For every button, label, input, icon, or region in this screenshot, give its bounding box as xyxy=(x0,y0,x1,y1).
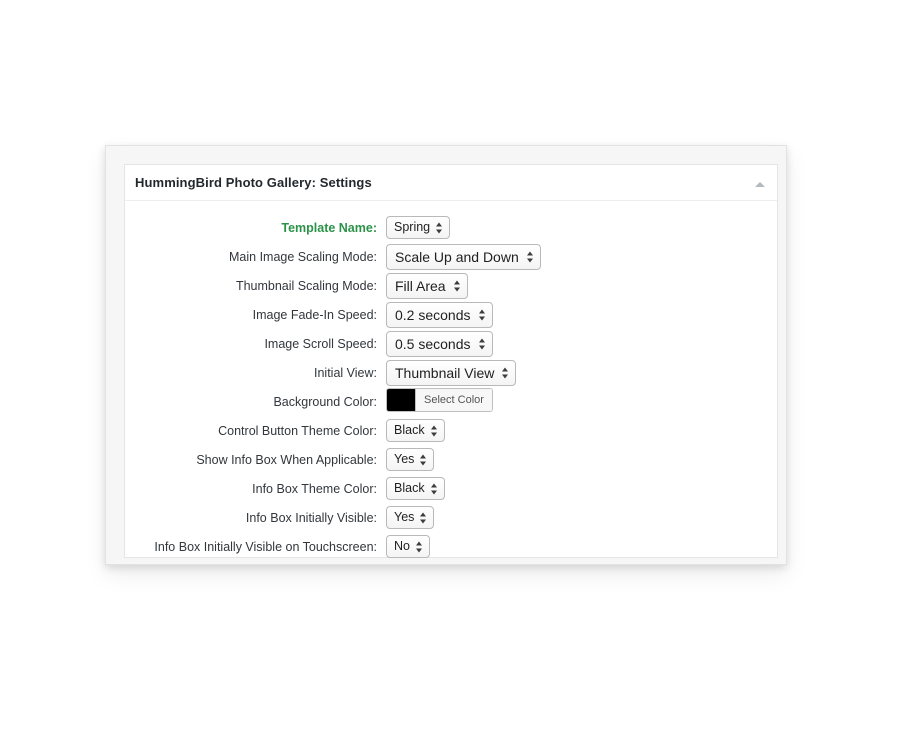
select-stepper-arrows-icon xyxy=(431,482,438,495)
setting-select[interactable] xyxy=(386,331,493,357)
setting-select-value: Yes xyxy=(394,452,415,466)
setting-field xyxy=(386,271,777,300)
setting-select-value: Spring xyxy=(394,220,431,234)
setting-field xyxy=(386,387,777,416)
chevron-up-icon[interactable] xyxy=(753,177,767,191)
select-stepper-arrows-icon xyxy=(416,540,423,553)
setting-field xyxy=(386,213,777,242)
setting-label: Initial View: xyxy=(314,365,377,380)
settings-row xyxy=(125,503,777,532)
select-stepper-arrows-icon xyxy=(431,424,438,437)
setting-label: Control Button Theme Color: xyxy=(218,423,377,438)
setting-select-value: Yes xyxy=(394,510,415,524)
select-color-button[interactable]: Select Color xyxy=(416,389,492,411)
setting-select[interactable] xyxy=(386,302,493,328)
setting-select[interactable] xyxy=(386,273,468,299)
setting-select[interactable] xyxy=(386,535,430,558)
setting-field xyxy=(386,242,777,271)
setting-label: Info Box Theme Color: xyxy=(252,481,377,496)
setting-select[interactable] xyxy=(386,506,434,529)
color-swatch[interactable] xyxy=(387,389,416,411)
background-color-picker[interactable] xyxy=(386,388,493,412)
settings-row xyxy=(125,387,777,416)
setting-select[interactable] xyxy=(386,360,516,386)
select-stepper-arrows-icon xyxy=(527,250,534,263)
settings-row xyxy=(125,358,777,387)
setting-field xyxy=(386,329,777,358)
setting-label: Image Fade-In Speed: xyxy=(252,307,377,322)
setting-field xyxy=(386,358,777,387)
setting-field xyxy=(386,300,777,329)
setting-label: Background Color: xyxy=(273,394,377,409)
setting-field xyxy=(386,503,777,532)
setting-select-value: Thumbnail View xyxy=(395,364,495,381)
settings-row xyxy=(125,271,777,300)
page-title: HummingBird Photo Gallery: Settings xyxy=(135,175,372,190)
select-stepper-arrows-icon xyxy=(420,453,427,466)
settings-row xyxy=(125,300,777,329)
settings-row xyxy=(125,242,777,271)
settings-row xyxy=(125,532,777,561)
metabox-body xyxy=(125,201,777,561)
setting-select[interactable] xyxy=(386,244,541,270)
metabox-header xyxy=(125,165,777,201)
setting-select-value: 0.5 seconds xyxy=(395,335,471,352)
setting-label: Info Box Initially Visible on Touchscreen: xyxy=(154,539,377,554)
setting-select-value: Fill Area xyxy=(395,277,446,294)
setting-label: Show Info Box When Applicable: xyxy=(196,452,377,467)
select-stepper-arrows-icon xyxy=(502,366,509,379)
settings-row xyxy=(125,445,777,474)
setting-field xyxy=(386,532,777,561)
settings-table xyxy=(125,213,777,561)
setting-select[interactable] xyxy=(386,448,434,471)
select-stepper-arrows-icon xyxy=(454,279,461,292)
setting-select-value: Black xyxy=(394,481,425,495)
settings-metabox xyxy=(124,164,778,558)
setting-select[interactable] xyxy=(386,419,445,442)
setting-label: Image Scroll Speed: xyxy=(264,336,377,351)
setting-select-value: Scale Up and Down xyxy=(395,248,519,265)
setting-field xyxy=(386,416,777,445)
setting-label: Template Name: xyxy=(281,220,377,235)
select-stepper-arrows-icon xyxy=(479,337,486,350)
setting-select-value: Black xyxy=(394,423,425,437)
select-stepper-arrows-icon xyxy=(479,308,486,321)
setting-field xyxy=(386,474,777,503)
setting-select[interactable] xyxy=(386,216,450,239)
setting-select[interactable] xyxy=(386,477,445,500)
setting-label: Main Image Scaling Mode: xyxy=(229,249,377,264)
setting-label: Info Box Initially Visible: xyxy=(245,510,377,525)
setting-select-value: 0.2 seconds xyxy=(395,306,471,323)
select-stepper-arrows-icon xyxy=(436,221,443,234)
setting-field xyxy=(386,445,777,474)
setting-label: Thumbnail Scaling Mode: xyxy=(235,278,377,293)
settings-row xyxy=(125,213,777,242)
setting-select-value: No xyxy=(394,539,410,553)
settings-row xyxy=(125,474,777,503)
settings-row xyxy=(125,329,777,358)
select-stepper-arrows-icon xyxy=(420,511,427,524)
settings-row xyxy=(125,416,777,445)
